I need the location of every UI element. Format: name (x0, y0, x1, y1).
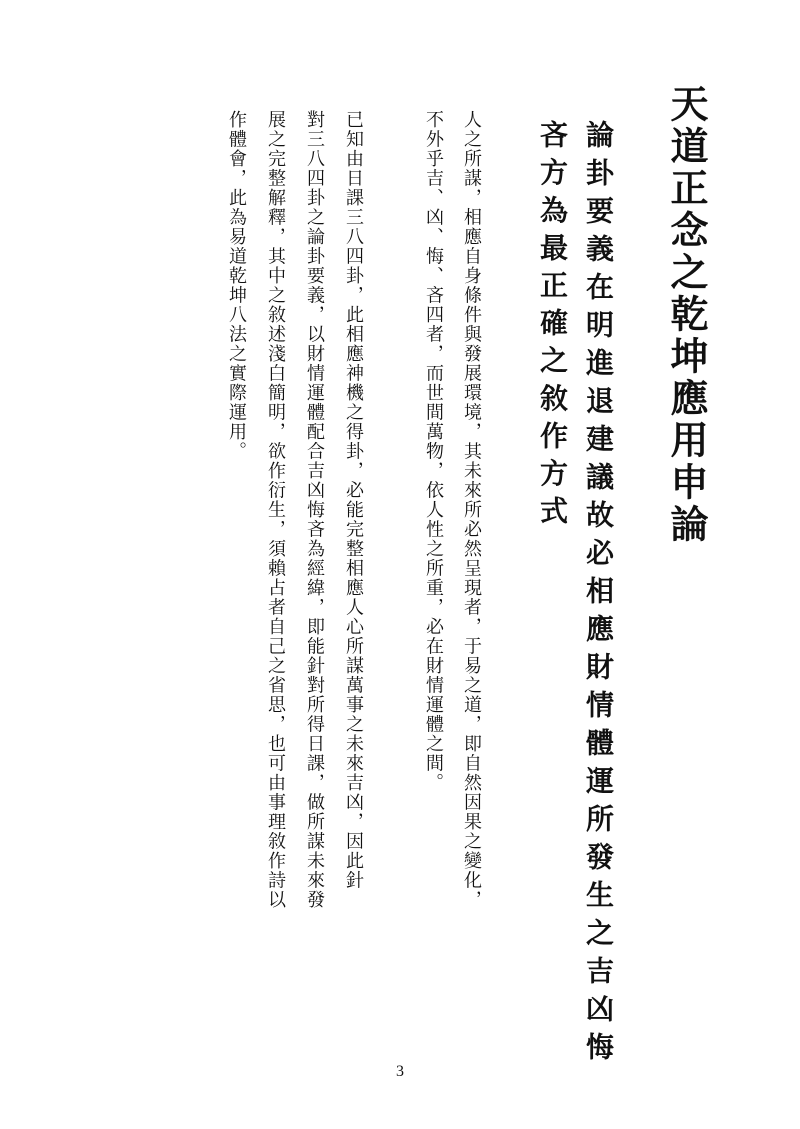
body-text-column: 對三八四卦之論卦要義，以財情運體配合吉凶悔吝為經緯，即能針對所得日課，做所謀未來發 (304, 110, 325, 910)
body-text-column: 人之所謀，相應自身條件與發展環境，其未來所必然呈現者，于易之道，即自然因果之變化， (461, 110, 482, 910)
page-number: 3 (396, 1063, 404, 1080)
body-text-column: 不外乎吉、凶、悔、吝四者，而世間萬物，依人性之所重，必在財情運體之間。 (423, 110, 444, 793)
body-text-column: 展之完整解釋，其中之敘述淺白簡明，欲作衍生，須賴占者自己之省思，也可由事理敘作詩以 (265, 110, 286, 910)
body-text-column: 作體會，此為易道乾坤八法之實際運用。 (226, 110, 247, 461)
subtitle-line-2: 吝方為最正確之敘作方式 (536, 120, 569, 534)
subtitle-line-1: 論卦要義在明進退建議故必相應財情體運所發生之吉凶悔 (582, 120, 615, 1070)
page-title: 天道正念之乾坤應用申論 (664, 84, 709, 546)
body-text-column: 已知由日課三八四卦，此相應神機之得卦，必能完整相應人心所謀萬事之未來吉凶，因此針 (343, 110, 364, 890)
